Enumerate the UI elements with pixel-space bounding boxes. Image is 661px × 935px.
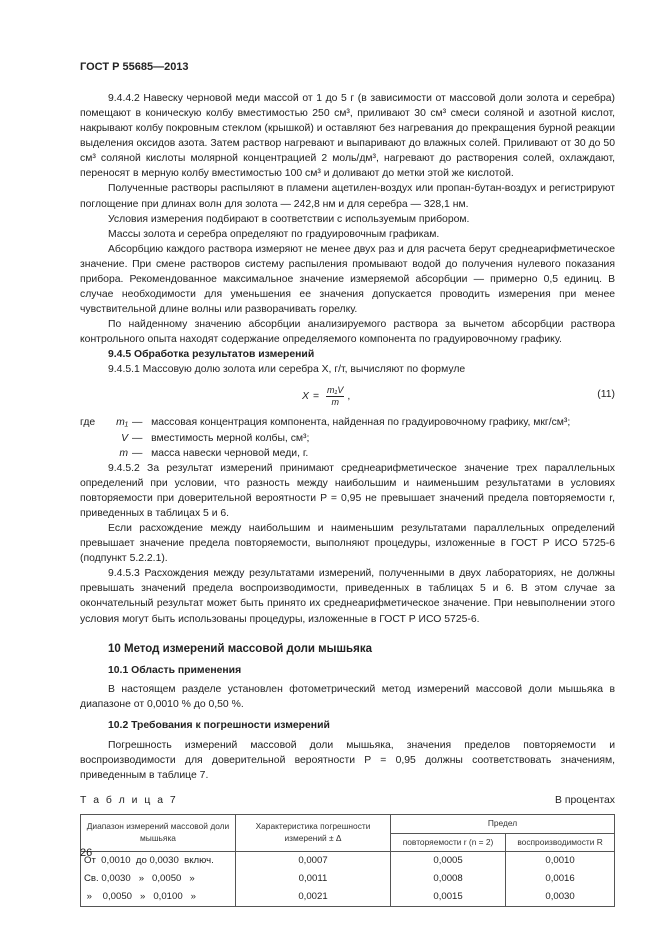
formula-tail: , <box>347 390 351 402</box>
header-limit: Предел <box>391 814 615 833</box>
formula-equals: = <box>312 390 320 402</box>
document-header: ГОСТ Р 55685—2013 <box>80 61 189 73</box>
subsection-heading: 10.1 Область применения <box>108 665 242 677</box>
formula <box>302 385 350 407</box>
paragraph: Условия измерения подбирают в соответствии с используемым прибором. <box>108 213 470 225</box>
cell-r: 0,0005 <box>391 852 506 870</box>
header-characteristic: Характеристика погрешности измерений ± Δ <box>236 814 391 852</box>
paragraph: По найденному значению абсорбции анализируемого раствора за вычетом абсорбции раствора контрольного опыта находят содержание определяемого компонента по градуировочному графику. <box>80 319 615 346</box>
table-row <box>81 852 615 870</box>
table-row <box>81 888 615 906</box>
cell-r: 0,0008 <box>391 870 506 888</box>
cell-range: Св. 0,0030 » 0,0050 » <box>81 870 236 888</box>
equation-number: (11) <box>597 389 615 401</box>
where-item <box>80 415 615 430</box>
table-row <box>81 870 615 888</box>
formula-denominator: m <box>331 396 339 407</box>
formula-block <box>80 379 615 413</box>
cell-R: 0,0016 <box>506 870 615 888</box>
cell-delta: 0,0011 <box>236 870 391 888</box>
table-caption-row <box>80 793 615 808</box>
cell-R: 0,0030 <box>506 888 615 906</box>
cell-delta: 0,0007 <box>236 852 391 870</box>
body-text <box>80 91 615 907</box>
header-repeatability: повторяемости r (n = 2) <box>391 833 506 852</box>
paragraph: В настоящем разделе установлен фотометрический метод измерений массовой доли мышьяка в диапазоне от 0,0010 % до 0,50 %. <box>80 684 615 711</box>
paragraph: Если расхождение между наибольшим и наименьшим результатами параллельных определений превышает значение предела повторяемости, выполняют процедуры, изложенные в ГОСТ Р ИСО 5725-6 (подпункт 5.2.2.1). <box>80 523 615 565</box>
formula-numerator: m₁V <box>327 385 344 396</box>
header-reproducibility: воспроизводимости R <box>506 833 615 852</box>
where-symbol: V <box>121 432 128 444</box>
table-caption: Т а б л и ц а 7 <box>80 794 178 806</box>
where-definition: — массовая концентрация компонента, найденная по градуировочному графику, мкг/см³; <box>132 417 571 429</box>
cell-delta: 0,0021 <box>236 888 391 906</box>
cell-range: От 0,0010 до 0,0030 включ. <box>81 852 236 870</box>
where-lead <box>80 431 110 446</box>
where-item <box>80 431 615 446</box>
paragraph: 9.4.5.2 За результат измерений принимают среднеарифметическое значение трех параллельных определений при условии, что разность между наибольшим и наименьшим результатами в условиях повторяемости при доверительной вероятности P = 0,95 не превышает значений предела повторяемости r, приведенных в таблицах 5 и 6. <box>80 462 615 519</box>
where-symbol: m₁ <box>116 417 128 429</box>
paragraph: Абсорбцию каждого раствора измеряют не менее двух раз и для расчета берут среднеарифметическое значение. При смене растворов систему распыления промывают водой до получения нулевого показания прибора. Рекомендованное максимальное значение измеряемой абсорбции — примерно 0,5 единиц. В случае необходимости для уменьшения ее значения допускается проводить измерения при менее чувствительной длине волны или разворачивать горелку. <box>80 243 615 316</box>
where-definition: — вместимость мерной колбы, см³; <box>132 432 310 444</box>
subsection-heading: 9.4.5 Обработка результатов измерений <box>108 349 315 361</box>
paragraph: 9.4.5.3 Расхождения между результатами измерений, полученными в двух лабораториях, не должны превышать значений предела воспроизводимости, приведенных в таблицах 5 и 6. В этом случае за окончательный результат может быть принято их среднеарифметическое значение. При невыполнении этого условия могут быть использованы процедуры, изложенные в ГОСТ Р ИСО 5725-6. <box>80 568 615 625</box>
paragraph: Погрешность измерений массовой доли мышьяка, значения пределов повторяемости и воспроизводимости для доверительной вероятности P = 0,95 должны соответствовать значениям, приведенным в таблице 7. <box>80 739 615 781</box>
paragraph: 9.4.4.2 Навеску черновой меди массой от 1 до 5 г (в зависимости от массовой доли золота и серебра) помещают в коническую колбу вместимостью 250 см³, приливают 30 см³ смеси соляной и азотной кислот, накрывают колбу покровным стеклом (крышкой) и оставляют без нагревания до прекращения бурной реакции выделения оксидов азота. Затем раствор нагревают и выпаривают до влажных солей. Приливают от 30 до 50 см³ соляной кислоты молярной концентрацией 2 моль/дм³, нагревают до растворения солей, охлаждают, переносят в мерную колбу вместимостью 100 см³ и доливают до метки этой же кислотой. <box>80 93 615 180</box>
paragraph: 9.4.5.1 Массовую долю золота или серебра X, г/т, вычисляют по формуле <box>108 364 466 376</box>
cell-range: » 0,0050 » 0,0100 » <box>81 888 236 906</box>
where-lead <box>80 446 110 461</box>
where-item <box>80 446 615 461</box>
where-lead: где <box>80 417 96 429</box>
subsection-heading: 10.2 Требования к погрешности измерений <box>108 720 330 732</box>
section-heading: 10 Метод измерений массовой доли мышьяка <box>108 642 372 655</box>
data-table <box>80 814 615 907</box>
formula-lhs: X <box>302 390 309 402</box>
cell-R: 0,0010 <box>506 852 615 870</box>
page-number: 26 <box>80 847 93 859</box>
paragraph: Полученные растворы распыляют в пламени ацетилен-воздух или пропан-бутан-воздух и регистрируют поглощение при длинах волн для золота — 242,8 нм и для серебра — 328,1 нм. <box>80 183 615 210</box>
where-symbol: m <box>119 447 128 459</box>
table-units: В процентах <box>555 794 615 806</box>
paragraph: Массы золота и серебра определяют по градуировочным графикам. <box>108 228 440 240</box>
where-list <box>80 415 615 460</box>
where-definition: — масса навески черновой меди, г. <box>132 447 309 459</box>
header-range: Диапазон измерений массовой доли мышьяка <box>81 814 236 852</box>
cell-r: 0,0015 <box>391 888 506 906</box>
formula-fraction <box>326 385 344 407</box>
